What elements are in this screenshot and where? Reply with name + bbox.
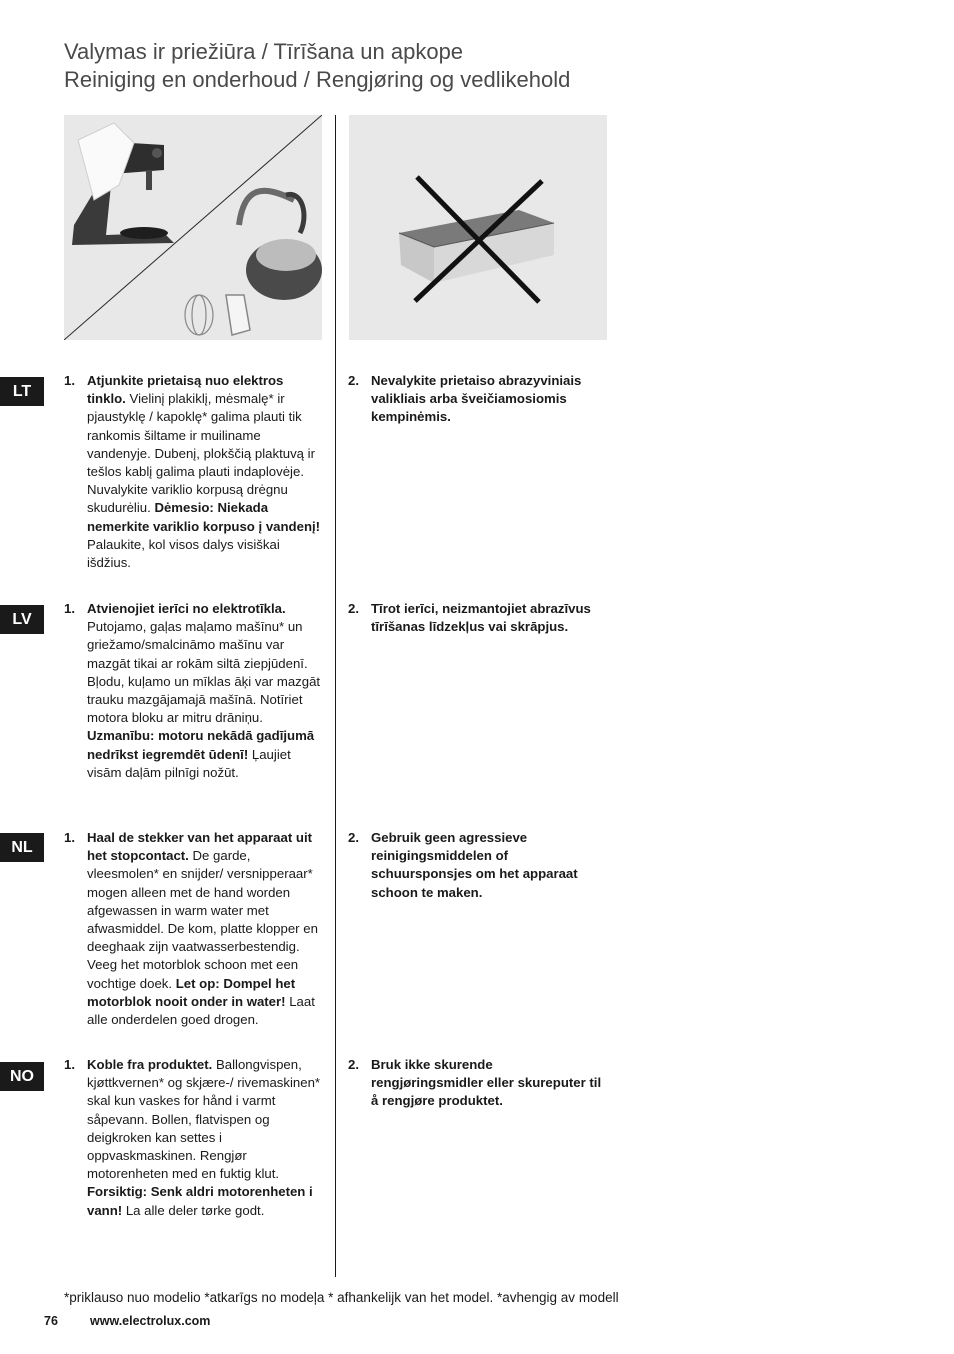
step-2-lv (348, 600, 608, 636)
sponge-crossed-out-icon (349, 115, 607, 340)
step-1-lv (64, 600, 324, 782)
step-lead: Atjunkite prietaisą nuo elektros tinklo. (87, 373, 284, 407)
step-1-lt (64, 372, 324, 572)
step-text-end: Ļaujiet visām daļām pilnīgi nožūt. (87, 746, 291, 780)
step-text: Tīrot ierīci, neizmantojiet abrazīvus tīrīšanas līdzekļus vai skrāpjus. (371, 601, 591, 635)
step-1-nl (64, 829, 324, 1029)
step-text-end: Palaukite, kol visos dalys visiškai išdžius. (87, 536, 280, 571)
title-line-1: Valymas ir priežiūra / Tīrīšana un apkope (64, 39, 464, 64)
step-number: 2. (348, 373, 359, 388)
step-lead: Haal de stekker van het apparaat uit het stopcontact. (87, 830, 313, 864)
figure-cleaning-mixer (64, 115, 322, 340)
step-warning: Dėmesio: Niekada nemerkite variklio korpuso į vandenį! (87, 500, 321, 534)
step-text: De garde, vleesmolen* en snijder/ versnipperaar* mogen alleen met de hand worden afgewassen in warm water met afwasmiddel. De kom, platte klopper en deeghaak zijn vaatwasserbestendig. Veeg het motorblok schoon met een vochtige doek. (87, 848, 318, 991)
step-number: 1. (64, 830, 75, 845)
step-text-end: Laat alle onderdelen goed drogen. (87, 993, 315, 1028)
step-text: Putojamo, gaļas maļamo mašīnu* un griežamo/smalcināmo mašīnu var mazgāt tikai ar rokām siltā ziepjūdenī. Bļodu, kuļamo un mīklas āķi var mazgāt trauku mazgājamajā mašīnā. Notīriet motora bloku ar mitru drāniņu. (87, 619, 321, 726)
step-lead: Koble fra produktet. (87, 1057, 213, 1072)
step-lead: Atvienojiet ierīci no elektrotīkla. (87, 601, 286, 616)
step-number: 2. (348, 1057, 359, 1072)
step-number: 2. (348, 601, 359, 616)
step-text-end: La alle deler tørke godt. (122, 1202, 265, 1218)
step-1-no (64, 1056, 324, 1220)
figure-no-abrasive-sponge (349, 115, 607, 340)
title-line-2: Reiniging en onderhoud / Rengjøring og vedlikehold (64, 67, 571, 92)
mixer-illustration (64, 115, 322, 340)
language-tab-lt: LT (0, 377, 44, 406)
step-2-lt (348, 372, 608, 427)
step-warning: Forsiktig: Senk aldri motorenheten i vann! (87, 1184, 313, 1218)
step-text: Ballongvispen, kjøttkvernen* og skjære-/ rivemaskinen* skal kun vaskes for hånd i varmt såpevann. Bollen, flatvispen og deigkroken kan settes i oppvaskmaskinen. Rengjør motorenheten med en fuktig klut. (87, 1057, 321, 1182)
step-warning: Let op: Dompel het motorblok nooit onder in water! (87, 975, 296, 1009)
step-number: 1. (64, 373, 75, 388)
footnote: *priklauso nuo modelio *atkarīgs no modeļa * afhankelijk van het model. *avhengig av modell (64, 1290, 619, 1305)
language-tab-no: NO (0, 1062, 44, 1091)
step-number: 1. (64, 601, 75, 616)
step-text: Gebruik geen agressieve reinigingsmiddelen of schuursponsjes om het apparaat schoon te maken. (371, 830, 578, 900)
title-block (64, 38, 570, 94)
step-2-nl (348, 829, 608, 902)
step-text: Vielinį plakiklį, mėsmalę* ir pjaustyklę / kapoklę* galima plauti tik rankomis šiltame ir muiliname vandenyje. Dubenį, plokščią plaktuvą ir tešlos kablį galima plauti indaplovėje. Nuvalykite variklio korpusą drėgnu skudurėliu. (87, 391, 315, 516)
step-warning: Uzmanību: motoru nekādā gadījumā nedrīkst iegremdēt ūdenī! (87, 728, 315, 762)
column-divider (335, 115, 336, 1277)
website-link[interactable]: www.electrolux.com (90, 1314, 211, 1328)
step-text: Bruk ikke skurende rengjøringsmidler eller skureputer til å rengjøre produktet. (371, 1057, 602, 1109)
language-tab-nl: NL (0, 833, 44, 862)
step-2-no (348, 1056, 608, 1111)
page-number: 76 (44, 1314, 58, 1328)
step-number: 1. (64, 1057, 75, 1072)
language-tab-lv: LV (0, 605, 44, 634)
step-number: 2. (348, 830, 359, 845)
step-text: Nevalykite prietaiso abrazyviniais valikliais arba šveičiamosiomis kempinėmis. (371, 373, 582, 425)
